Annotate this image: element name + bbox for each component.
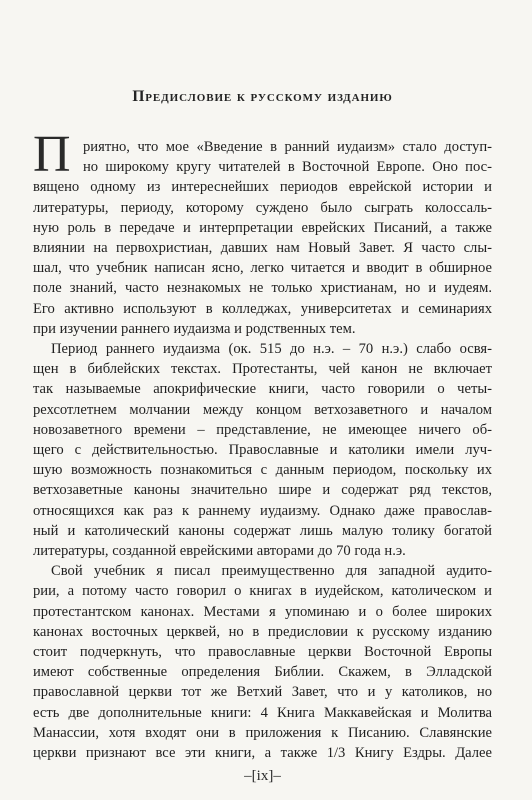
- text-line: Его активно используют в колледжах, университетах и семинариях: [33, 300, 492, 317]
- text-line: щего с действительностью. Православные и католики имели луч-: [33, 442, 492, 458]
- text-line: шую возможность познакомиться с данным периодом, поскольку их: [33, 462, 492, 479]
- text-line: но широкому кругу читателей в Восточной Европе. Оно пос-: [83, 159, 492, 176]
- text-line: церкви признают все эти книги, а также 1/3 Книгу Ездры. Далее: [33, 745, 492, 761]
- text-line: шал, что учебник написан ясно, легко читается и вводит в обширное: [33, 260, 492, 277]
- text-line: новозаветного времени – представление, не имеющее ничего об-: [33, 421, 492, 438]
- text-line: протестантском канонах. Местами я упоминаю и о более широких: [33, 603, 492, 620]
- text-line: есть две дополнительные книги: 4 Книга Маккавейская и Молитва: [33, 704, 492, 721]
- text-line: так называемые апокрифические книги, часто говорили о четы-: [33, 381, 492, 398]
- text-line: ную роль в передаче и интерпретации еврейских Писаний, а также: [33, 219, 492, 236]
- text-line: стоит подчеркнуть, что православные церкви Восточной Европы: [33, 644, 492, 660]
- text-line: относящихся как раз к раннему иудаизму. Однако даже православ-: [33, 502, 492, 519]
- text-line: влиянии на первохристиан, давших нам Новый Завет. Я часто слы-: [33, 240, 492, 256]
- drop-cap: П: [33, 126, 71, 183]
- section-heading: Предисловие к русскому изданию: [132, 88, 393, 105]
- text-line: риятно, что мое «Введение в ранний иудаизм» стало доступ-: [83, 139, 492, 155]
- text-line: щен в библейских текстах. Протестанты, чей канон не включает: [33, 361, 492, 378]
- text-line: рехсотлетнем молчании между концом ветхозаветного и началом: [33, 401, 492, 418]
- text-line: Период раннего иудаизма (ок. 515 до н.э. – 70 н.э.) слабо освя-: [51, 341, 492, 357]
- text-line: литературы, периоду, которому суждено было сыграть колоссаль-: [33, 199, 492, 216]
- text-line: ный и католический каноны содержат лишь малую толику богатой: [33, 522, 492, 539]
- text-line: рии, а потому часто говорил о книгах в иудейском, католическом и: [33, 583, 492, 600]
- page-number: –[ix]–: [244, 768, 281, 784]
- text-line: при изучении раннего иудаизма и родственных тем.: [33, 320, 356, 337]
- text-line: литературы, созданной еврейскими авторами до 70 года н.э.: [33, 543, 406, 559]
- book-page: [33, 0, 492, 800]
- text-line: имеют собственные определения Библии. Скажем, в Элладской: [33, 664, 492, 681]
- text-line: Манасcии, хотя входят они в приложения к Писанию. Славянские: [33, 724, 492, 741]
- text-line: православной церкви тот же Ветхий Завет, что и у католиков, но: [33, 684, 492, 701]
- text-line: Свой учебник я писал преимущественно для западной аудито-: [51, 563, 492, 580]
- text-line: ветхозаветные каноны значительно шире и содержат ряд текстов,: [33, 482, 492, 499]
- text-line: поле знаний, часто незнакомых не только христианам, но и иудеям.: [33, 280, 492, 297]
- text-line: канонах восточных церквей, но в предисловии к русскому изданию: [33, 623, 492, 640]
- text-line: вящено одному из интереснейших периодов еврейской истории и: [33, 179, 492, 196]
